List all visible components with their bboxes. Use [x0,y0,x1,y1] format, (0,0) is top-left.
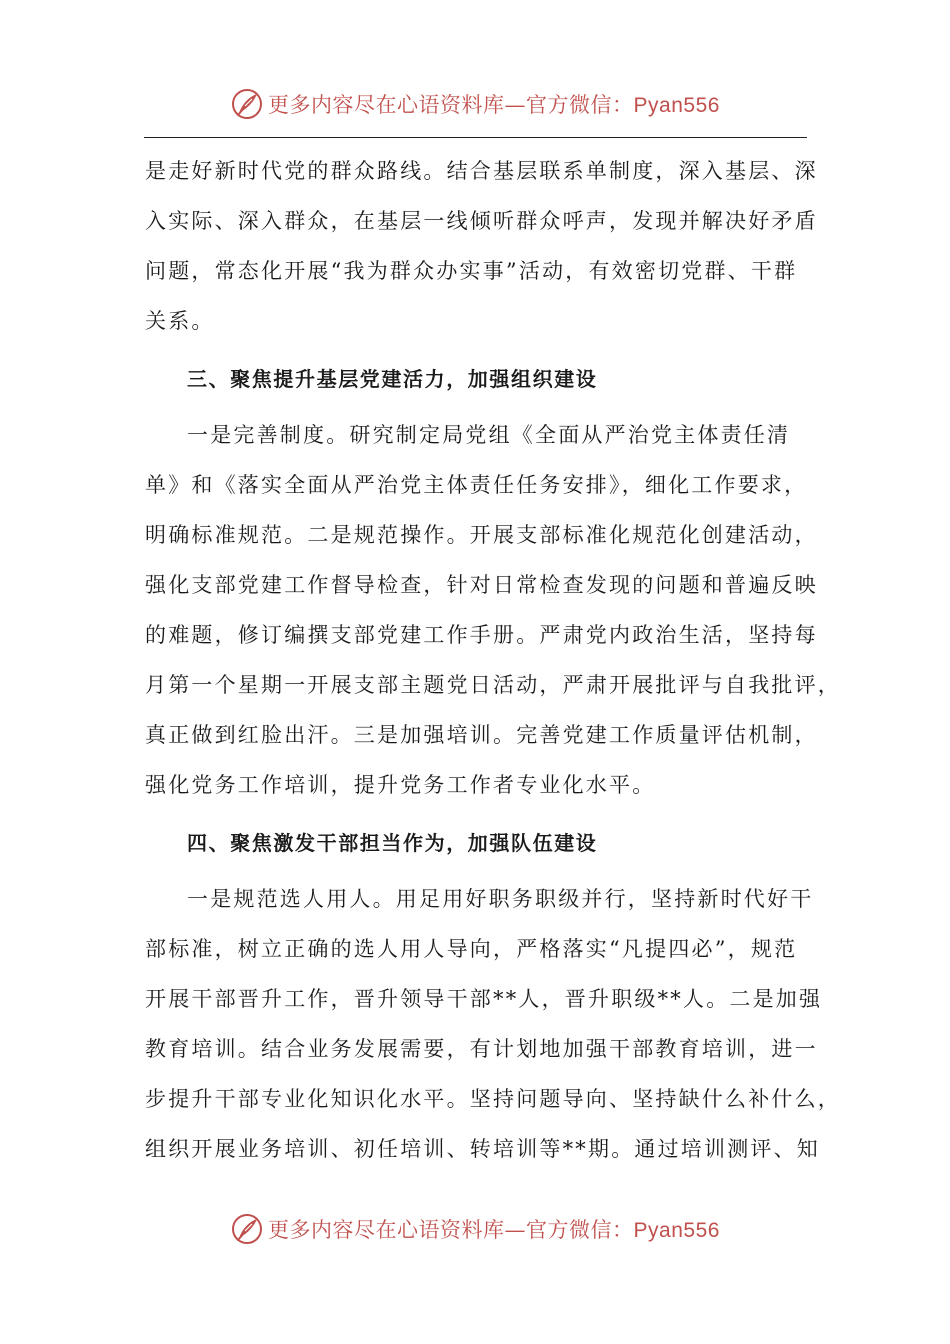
text-line: 月第一个星期一开展支部主题党日活动，严肃开展批评与自我批评， [145,673,841,697]
paragraph-organization [145,410,841,810]
text-line: 问题，常态化开展“我为群众办实事”活动，有效密切党群、干群 [145,259,798,283]
section-heading-3: 三、聚焦提升基层党建活力，加强组织建设 [187,367,598,391]
paragraph-mass-line [145,146,818,346]
text-line: 的难题，修订编撰支部党建工作手册。严肃党内政治生活，坚持每 [145,623,818,647]
text-line: 是走好新时代党的群众路线。结合基层联系单制度，深入基层、深 [145,159,818,183]
header-brand [0,84,950,124]
footer-brand [0,1209,950,1249]
text-line: 关系。 [145,309,215,333]
feather-pen-icon [230,1212,264,1246]
paragraph-team-building [145,874,841,1174]
document-body [145,146,841,1174]
text-line: 真正做到红脸出汗。三是加强培训。完善党建工作质量评估机制， [145,723,818,747]
text-line: 一是规范选人用人。用足用好职务职级并行，坚持新时代好干 [187,887,814,911]
text-line: 步提升干部专业化知识化水平。坚持问题导向、坚持缺什么补什么， [145,1087,841,1111]
text-line: 明确标准规范。二是规范操作。开展支部标准化规范化创建活动， [145,523,818,547]
text-line: 单》和《落实全面从严治党主体责任任务安排》，细化工作要求， [145,473,808,497]
brand-text: 更多内容尽在心语资料库—官方微信：Pyan556 [268,1218,720,1242]
brand-wechat-id: Pyan556 [633,1219,720,1242]
text-line: 强化支部党建工作督导检查，针对日常检查发现的问题和普遍反映 [145,573,818,597]
text-line: 开展干部晋升工作，晋升领导干部**人，晋升职级**人。二是加强 [145,987,823,1011]
section-heading-4: 四、聚焦激发干部担当作为，加强队伍建设 [187,831,598,855]
feather-pen-icon [230,87,264,121]
header-divider [144,137,807,138]
text-line: 一是完善制度。研究制定局党组《全面从严治党主体责任清 [187,423,791,447]
text-line: 强化党务工作培训，提升党务工作者专业化水平。 [145,773,656,797]
text-line: 部标准，树立正确的选人用人导向，严格落实“凡提四必”，规范 [145,937,798,961]
text-line: 组织开展业务培训、初任培训、转培训等**期。通过培训测评、知 [145,1137,820,1161]
brand-wechat-id: Pyan556 [633,94,720,117]
text-line: 教育培训。结合业务发展需要，有计划地加强干部教育培训，进一 [145,1037,818,1061]
brand-text: 更多内容尽在心语资料库—官方微信：Pyan556 [268,93,720,117]
text-line: 入实际、深入群众，在基层一线倾听群众呼声，发现并解决好矛盾 [145,209,818,233]
